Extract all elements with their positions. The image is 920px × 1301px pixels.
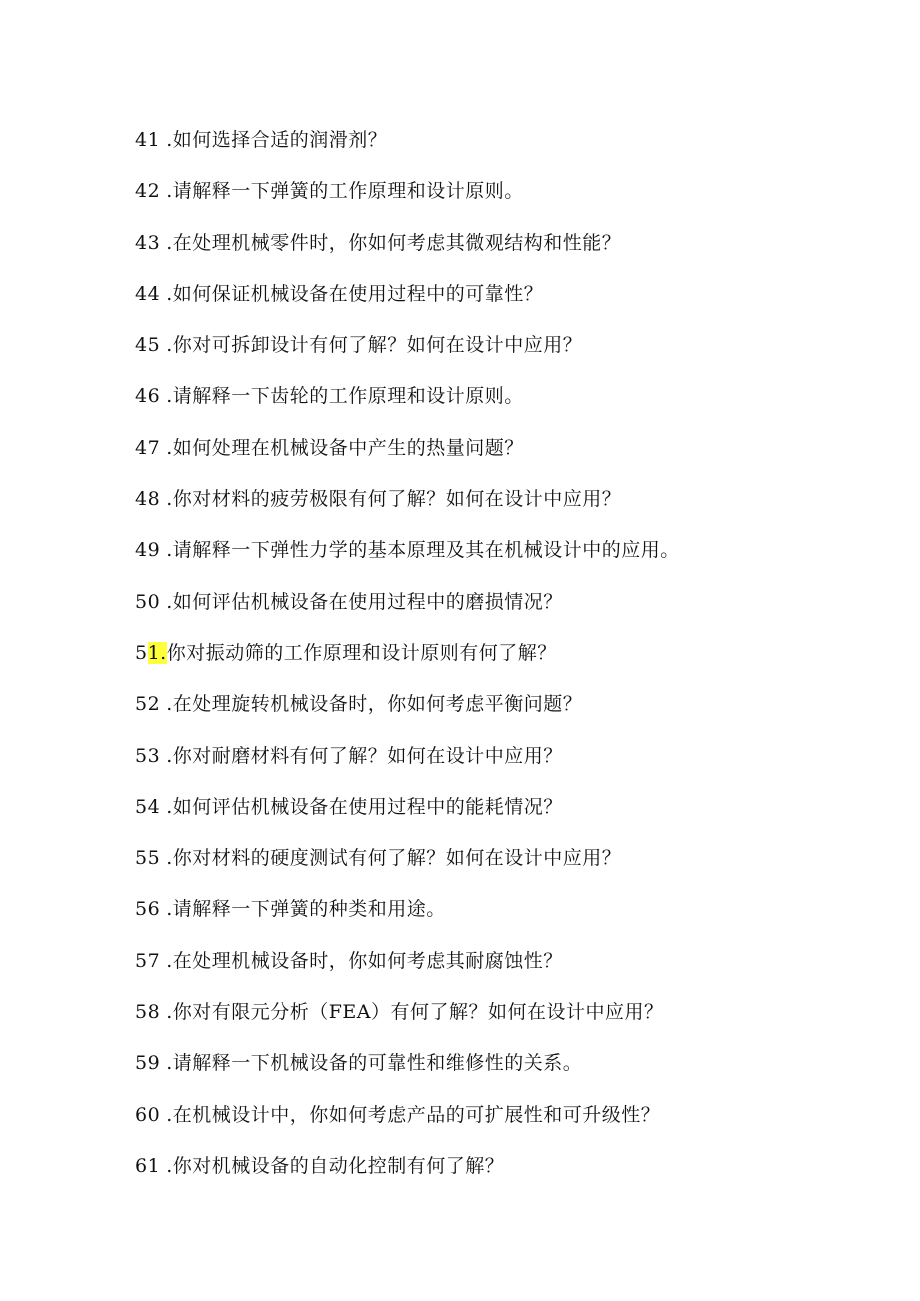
- question-separator: .: [166, 1052, 173, 1075]
- question-number: 55: [135, 847, 161, 870]
- question-text: 如何评估机械设备在使用过程中的磨损情况？: [172, 590, 563, 613]
- question-text: 你对振动筛的工作原理和设计原则有何了解？: [166, 641, 557, 664]
- question-item: [135, 636, 895, 687]
- question-text: 你对有限元分析（FEA）有何了解？如何在设计中应用？: [172, 1001, 664, 1024]
- question-separator: .: [166, 129, 173, 151]
- question-item: [135, 226, 895, 277]
- question-item: [135, 1149, 895, 1200]
- question-item: [135, 482, 895, 533]
- question-item: [135, 174, 895, 225]
- question-item: [135, 1046, 895, 1097]
- question-number: 60: [135, 1103, 161, 1126]
- question-separator: .: [166, 539, 173, 562]
- question-text: 请解释一下弹性力学的基本原理及其在机械设计中的应用。: [172, 539, 680, 562]
- question-number: 49: [135, 539, 161, 562]
- question-item: [135, 944, 895, 995]
- question-item: [135, 277, 895, 328]
- question-text: 请解释一下弹簧的种类和用途。: [172, 898, 446, 921]
- question-number: 56: [135, 898, 161, 921]
- question-separator: .: [166, 334, 173, 357]
- question-number: 44: [135, 282, 161, 305]
- question-separator: .: [166, 744, 173, 767]
- question-separator: .: [166, 898, 173, 921]
- question-separator: .: [166, 795, 173, 818]
- question-number: 43: [135, 231, 161, 254]
- question-item: [135, 841, 895, 892]
- question-text: 如何保证机械设备在使用过程中的可靠性？: [172, 282, 544, 305]
- question-list: [135, 123, 895, 1200]
- question-separator: .: [166, 1103, 173, 1126]
- question-text: 如何选择合适的润滑剂？: [172, 129, 388, 151]
- question-number: 48: [135, 488, 161, 511]
- question-number: 52: [135, 693, 161, 716]
- question-number: 59: [135, 1052, 161, 1075]
- question-text: 你对材料的硬度测试有何了解？如何在设计中应用？: [172, 847, 622, 870]
- question-text: 你对材料的疲劳极限有何了解？如何在设计中应用？: [172, 488, 622, 511]
- question-separator: .: [166, 590, 173, 613]
- highlighted-number-fragment: 1.: [147, 641, 167, 664]
- question-number: 45: [135, 334, 161, 357]
- question-item: [135, 687, 895, 738]
- question-number: 47: [135, 436, 161, 459]
- question-item: [135, 995, 895, 1046]
- question-item: [135, 123, 895, 174]
- question-text: 请解释一下弹簧的工作原理和设计原则。: [172, 180, 524, 203]
- question-separator: .: [166, 847, 173, 870]
- question-text: 请解释一下齿轮的工作原理和设计原则。: [172, 385, 524, 408]
- question-item: [135, 328, 895, 379]
- question-number: 41: [135, 129, 161, 151]
- question-item: [135, 533, 895, 584]
- question-text: 在机械设计中，你如何考虑产品的可扩展性和可升级性？: [172, 1103, 661, 1126]
- question-separator: .: [166, 282, 173, 305]
- question-separator: .: [166, 949, 173, 972]
- question-item: [135, 585, 895, 636]
- question-text: 你对机械设备的自动化控制有何了解？: [172, 1154, 505, 1177]
- question-item: [135, 431, 895, 482]
- question-text: 你对耐磨材料有何了解？如何在设计中应用？: [172, 744, 563, 767]
- question-number: 50: [135, 590, 161, 613]
- question-text: 在处理旋转机械设备时，你如何考虑平衡问题？: [172, 693, 583, 716]
- question-text: 请解释一下机械设备的可靠性和维修性的关系。: [172, 1052, 583, 1075]
- question-text: 如何处理在机械设备中产生的热量问题？: [172, 436, 524, 459]
- question-number: 57: [135, 949, 161, 972]
- question-item: [135, 892, 895, 943]
- question-text: 如何评估机械设备在使用过程中的能耗情况？: [172, 795, 563, 818]
- question-number: 53: [135, 744, 161, 767]
- question-number: 54: [135, 795, 161, 818]
- question-item: [135, 379, 895, 430]
- question-text: 在处理机械设备时，你如何考虑其耐腐蚀性？: [172, 949, 563, 972]
- question-number: 61: [135, 1154, 161, 1177]
- question-number: 46: [135, 385, 161, 408]
- question-item: [135, 739, 895, 790]
- question-separator: .: [166, 231, 173, 254]
- question-separator: .: [166, 1001, 173, 1024]
- question-separator: .: [166, 436, 173, 459]
- question-separator: .: [166, 385, 173, 408]
- question-item: [135, 790, 895, 841]
- question-number: 42: [135, 180, 161, 203]
- question-text: 在处理机械零件时，你如何考虑其微观结构和性能？: [172, 231, 622, 254]
- question-number: 5: [135, 641, 148, 664]
- question-separator: .: [166, 180, 173, 203]
- question-number: 58: [135, 1001, 161, 1024]
- question-separator: .: [166, 1154, 173, 1177]
- question-separator: .: [166, 488, 173, 511]
- question-text: 你对可拆卸设计有何了解？如何在设计中应用？: [172, 334, 583, 357]
- question-item: [135, 1098, 895, 1149]
- question-separator: .: [166, 693, 173, 716]
